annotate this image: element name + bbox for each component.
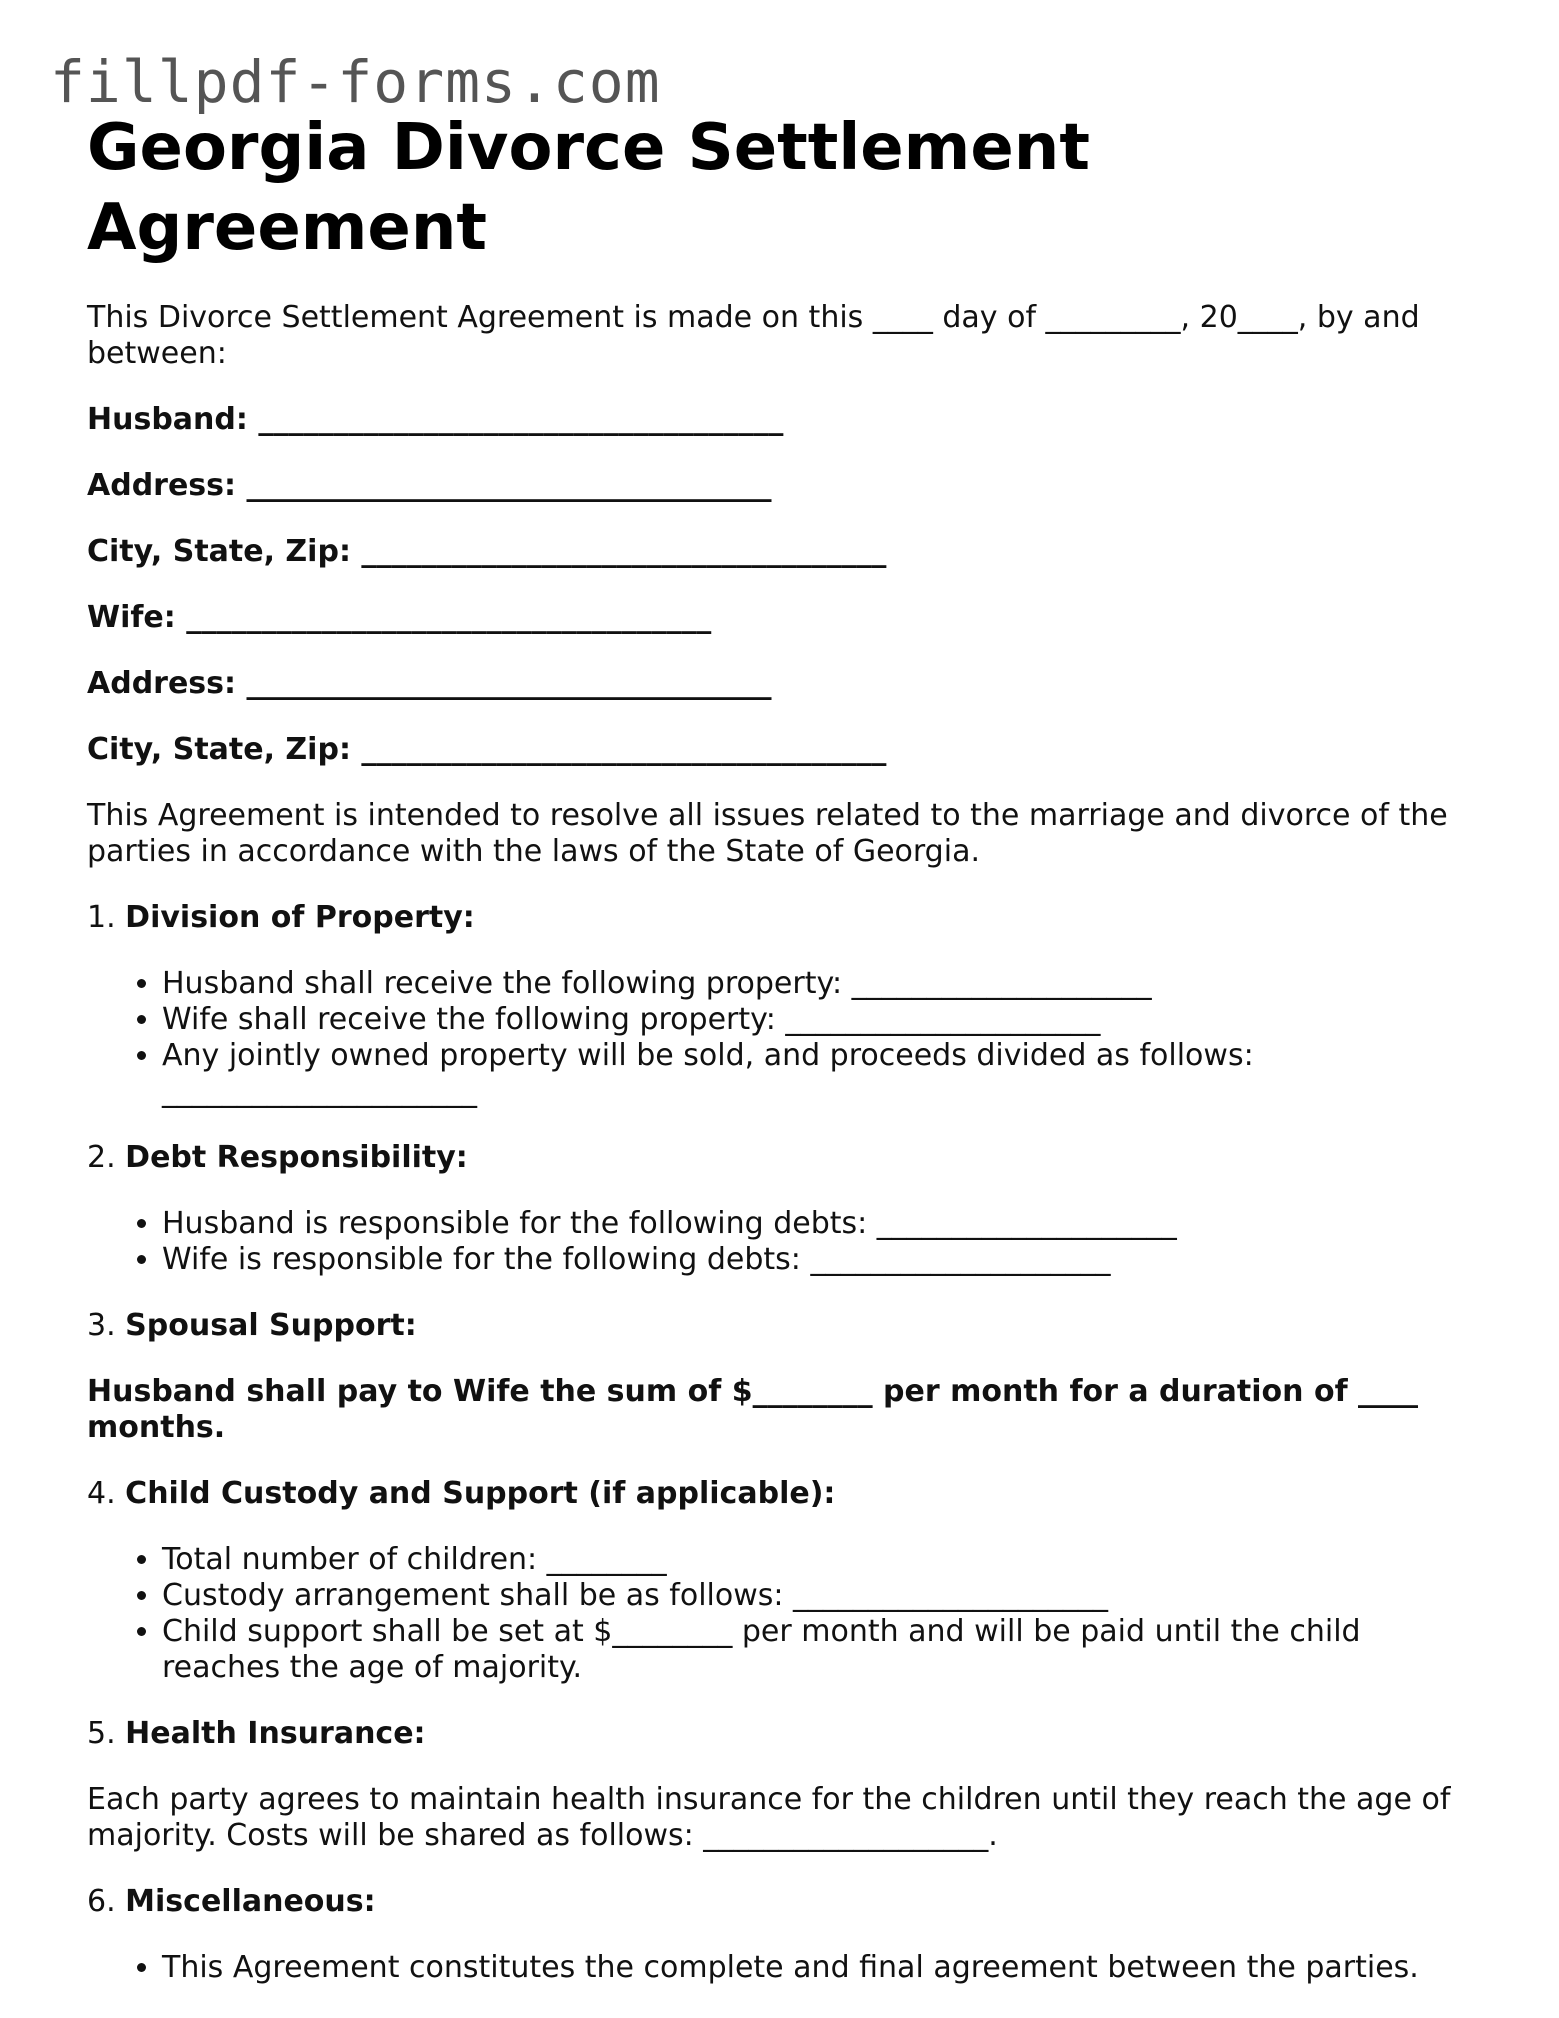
section-heading-debt-responsibility: [87, 1140, 1487, 1176]
document-page: [87, 108, 1487, 1986]
section-title: Debt Responsibility:: [125, 1140, 468, 1175]
section-heading-child-custody: [87, 1476, 1487, 1512]
husband-name-field: Husband: ___________________________________: [87, 402, 784, 437]
list-item: • Any jointly owned property will be sold, and proceeds divided as follows: _____________________: [162, 1038, 1487, 1110]
list-item: • This Agreement constitutes the complete and final agreement between the parties.: [162, 1950, 1487, 1986]
section-number: 2.: [87, 1140, 116, 1175]
section-number: 5.: [87, 1716, 116, 1751]
section-heading-spousal-support: [87, 1308, 1487, 1344]
section-title: Spousal Support:: [125, 1308, 417, 1343]
section-title: Health Insurance:: [125, 1716, 426, 1751]
list-item: • Child support shall be set at $________ per month and will be paid until the child reaches the age of majority.: [162, 1614, 1487, 1686]
watermark: fillpdf-forms.com: [50, 48, 661, 116]
intro-paragraph: This Divorce Settlement Agreement is made on this ____ day of _________, 20____, by and between:: [87, 300, 1420, 371]
health-insurance-text: Each party agrees to maintain health insurance for the children until they reach the age of majority. Costs will be shared as follows: ___________________.: [87, 1782, 1451, 1853]
wife-address-field: Address: ___________________________________: [87, 666, 772, 701]
husband-city-state-zip-field: City, State, Zip: ___________________________________: [87, 534, 887, 569]
list-item: • Total number of children: ________: [162, 1542, 1487, 1578]
list-item: • Husband is responsible for the following debts: ____________________: [162, 1206, 1487, 1242]
husband-address-field: Address: ___________________________________: [87, 468, 772, 503]
wife-city-state-zip-field: City, State, Zip: ___________________________________: [87, 732, 887, 767]
wife-name-field: Wife: ___________________________________: [87, 600, 712, 635]
section-title: Division of Property:: [125, 900, 475, 935]
section-number: 4.: [87, 1476, 116, 1511]
property-list: [87, 966, 1487, 1110]
section-heading-miscellaneous: [87, 1884, 1487, 1920]
debt-list: [87, 1206, 1487, 1278]
document-body: [87, 300, 1487, 1986]
section-number: 6.: [87, 1884, 116, 1919]
section-heading-division-of-property: [87, 900, 1487, 936]
spousal-support-text: Husband shall pay to Wife the sum of $________ per month for a duration of ____ months.: [87, 1374, 1419, 1445]
section-heading-health-insurance: [87, 1716, 1487, 1752]
list-item: • Custody arrangement shall be as follows: _____________________: [162, 1578, 1487, 1614]
section-number: 1.: [87, 900, 116, 935]
child-custody-list: [87, 1542, 1487, 1686]
document-title: Georgia Divorce Settlement Agreement: [87, 111, 1090, 265]
list-item: • Wife is responsible for the following debts: ____________________: [162, 1242, 1487, 1278]
section-title: Miscellaneous:: [125, 1884, 376, 1919]
list-item: • Wife shall receive the following property: _____________________: [162, 1002, 1487, 1038]
section-number: 3.: [87, 1308, 116, 1343]
miscellaneous-list: [87, 1950, 1487, 1986]
purpose-paragraph: This Agreement is intended to resolve all issues related to the marriage and divorce of the parties in accordance with the laws of the State of Georgia.: [87, 798, 1448, 869]
section-title: Child Custody and Support (if applicable):: [125, 1476, 836, 1511]
list-item: • Husband shall receive the following property: ____________________: [162, 966, 1487, 1002]
